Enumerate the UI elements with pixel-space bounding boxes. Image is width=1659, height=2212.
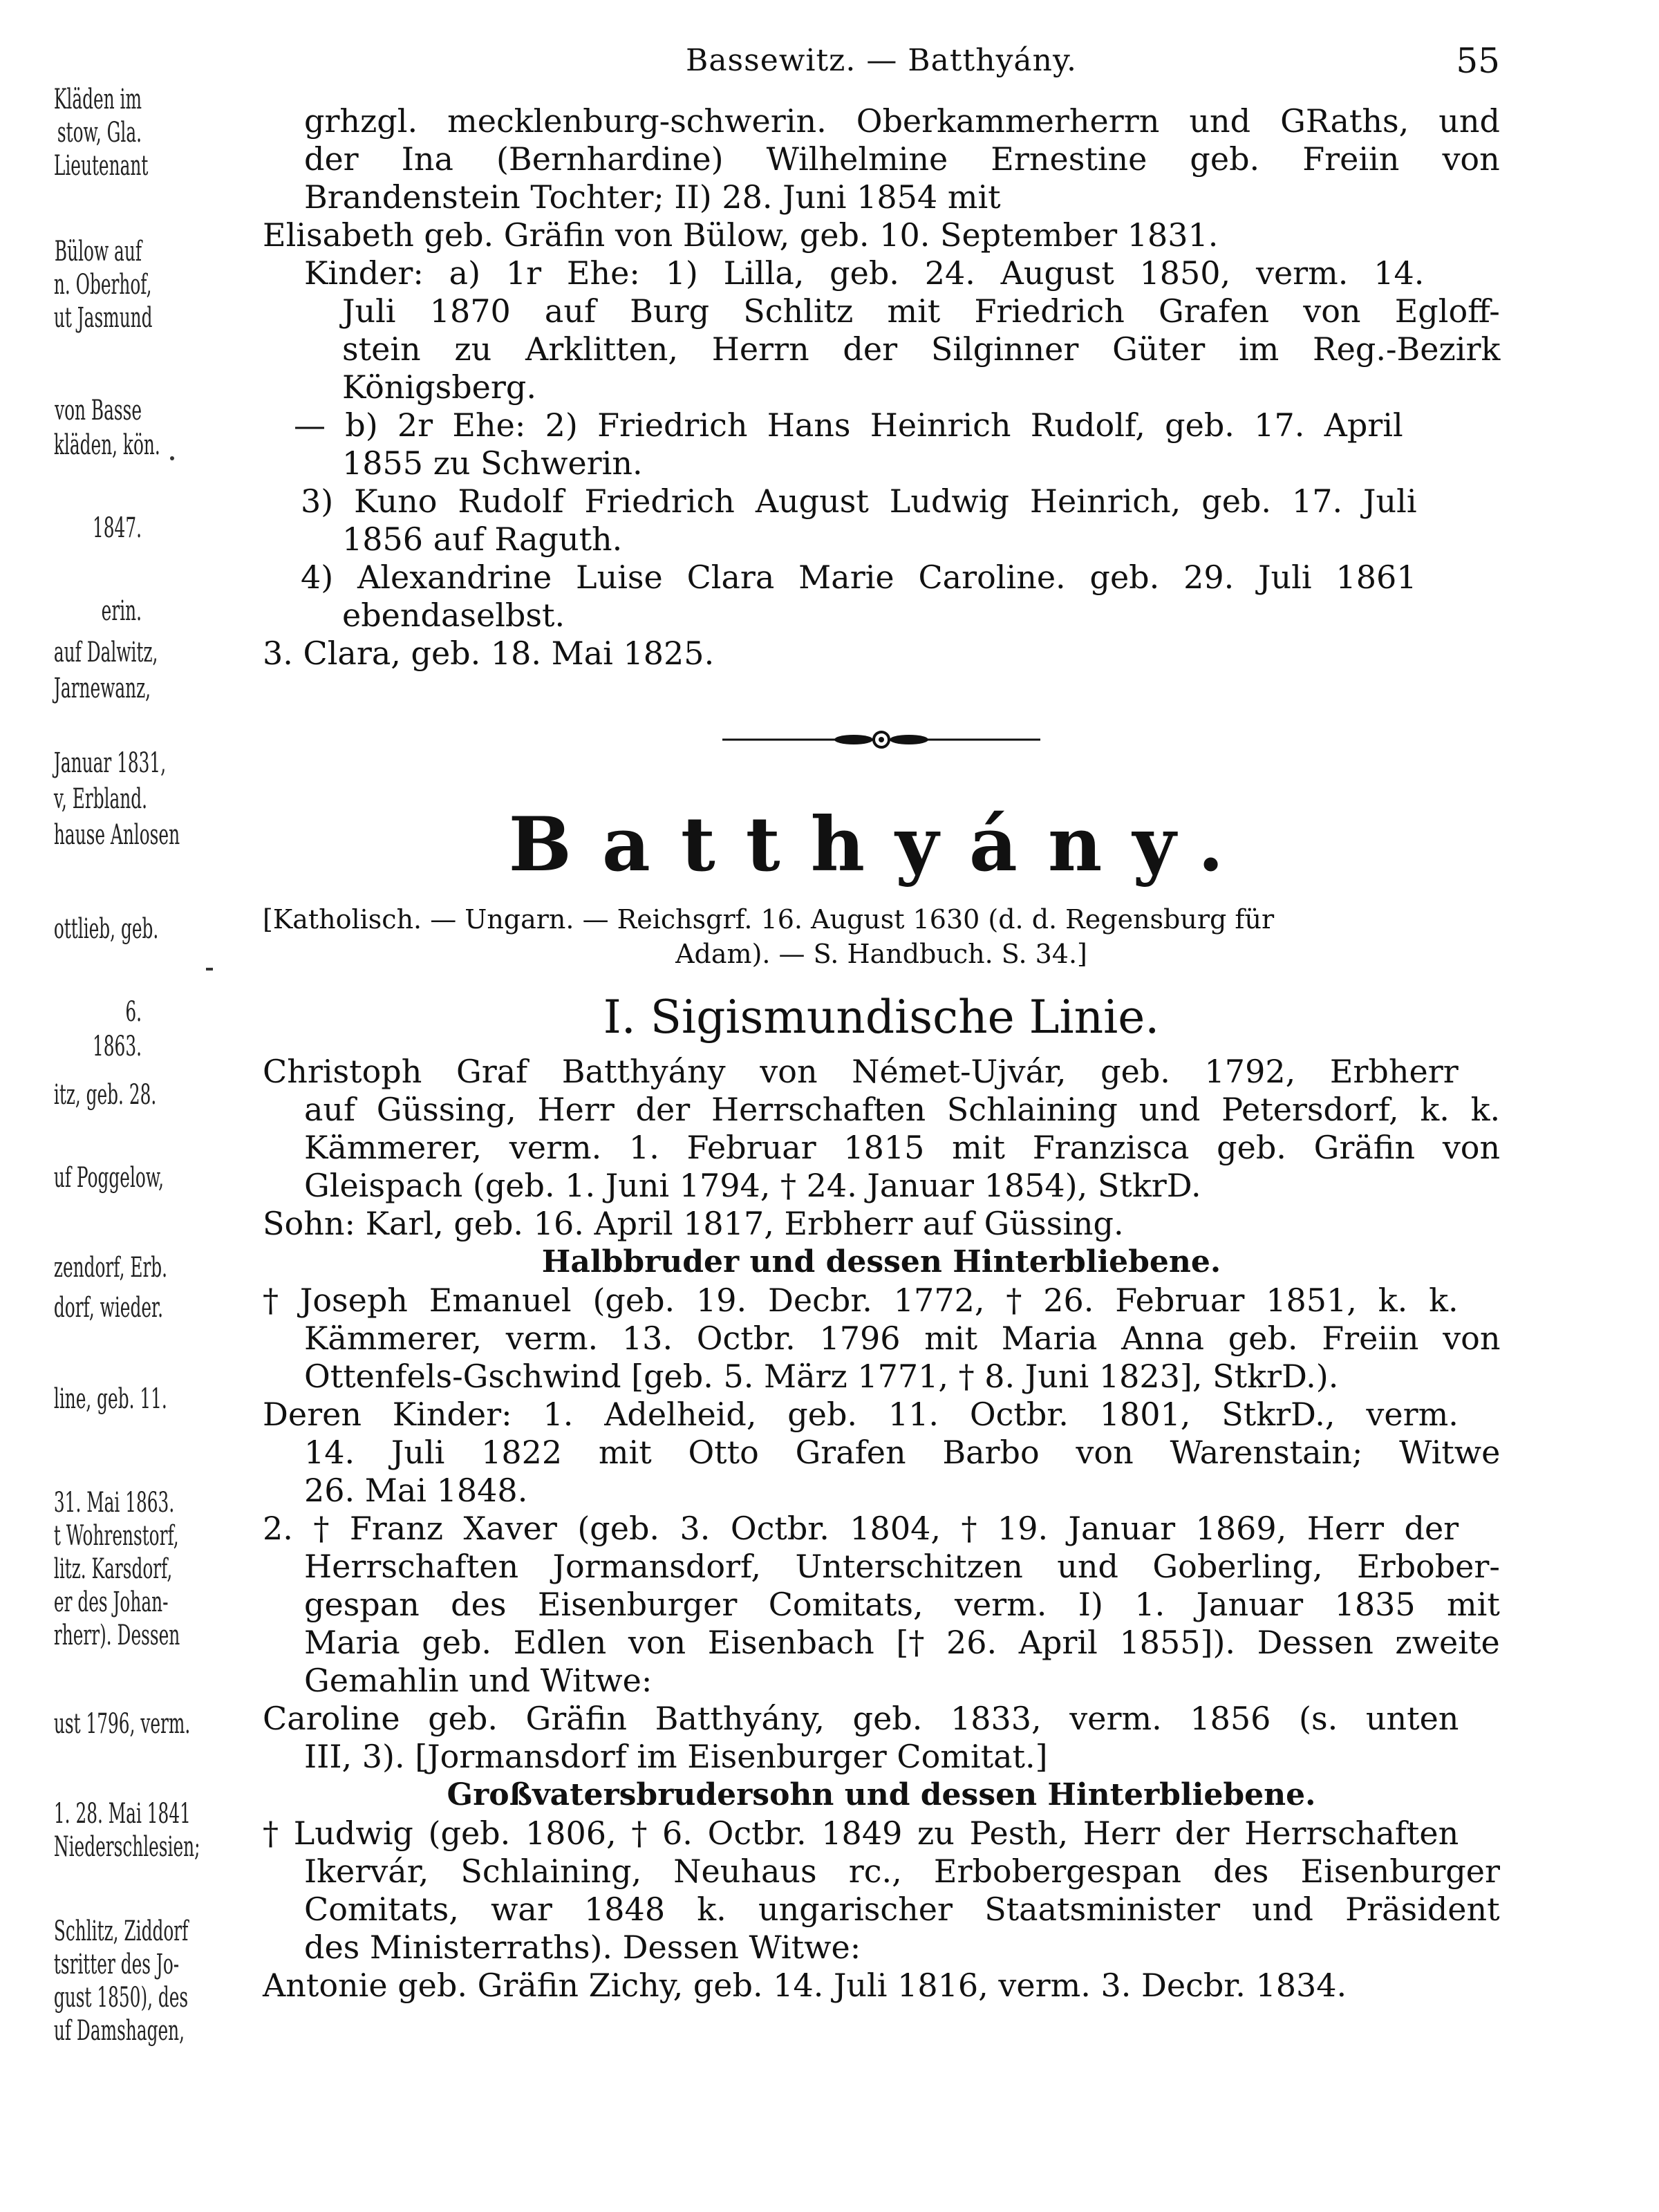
margin-fragment: von Basse (55, 395, 142, 427)
child-alexandrine (263, 559, 1500, 635)
bassewitz-continuation (263, 102, 1500, 216)
text-line: 4) Alexandrine Luise Clara Marie Caroline. geb. 29. Juli 1861 (301, 559, 1417, 596)
text-line: Kämmerer, verm. 13. Octbr. 1796 mit Maria Anna geb. Freiin von (304, 1320, 1501, 1357)
margin-fragment: litz. Karsdorf, (53, 1553, 173, 1585)
franz-entry (263, 1510, 1500, 1700)
text-line: Christoph Graf Batthyány von Német-Ujvár, geb. 1792, Erbherr (263, 1053, 1459, 1090)
text-line: III, 3). [Jormansdorf im Eisenburger Comitat.] (304, 1738, 1048, 1775)
page-content (263, 102, 1500, 2005)
margin-fragment: Jarnewanz, (53, 673, 151, 704)
text-line: Ikervár, Schlaining, Neuhaus rc., Erbobergespan des Eisenburger (304, 1853, 1500, 1890)
christoph-entry (263, 1053, 1500, 1205)
margin-fragment: 1. 28. Mai 1841 (53, 1798, 191, 1830)
antonie-entry (263, 1967, 1500, 2005)
margin-fragment: Schlitz, Ziddorf (53, 1915, 189, 1947)
margin-fragment: Niederschlesien; (53, 1831, 200, 1863)
margin-fragment: 1847. (93, 512, 142, 544)
deren-kinder-entry (263, 1396, 1500, 1510)
caroline-entry (263, 1700, 1500, 1776)
text-line: 1855 zu Schwerin. (342, 444, 643, 482)
family-title: Batthyány. (508, 801, 1255, 888)
margin-fragment: er des Johan- (53, 1586, 169, 1618)
sohn-entry (263, 1205, 1500, 1243)
text-line: Königsberg. (342, 368, 536, 406)
margin-fragment: Bülow auf (54, 236, 142, 268)
text-line: des Ministerraths). Dessen Witwe: (304, 1929, 861, 1966)
text-line: Herrschaften Jormansdorf, Unterschitzen und Goberling, Erbober- (304, 1548, 1500, 1585)
text-line: Gleispach (geb. 1. Juni 1794, † 24. Januar 1854), StkrD. (304, 1167, 1201, 1204)
text-line: † Ludwig (geb. 1806, † 6. Octbr. 1849 zu Pesth, Herr der Herrschaften (263, 1815, 1459, 1852)
text-line: der Ina (Bernhardine) Wilhelmine Ernestine geb. Freiin von (304, 140, 1500, 178)
text-line: Juli 1870 auf Burg Schlitz mit Friedrich Grafen von Egloff- (342, 292, 1500, 330)
margin-fragment: zendorf, Erb. (53, 1252, 168, 1284)
margin-fragment: v, Erbland. (53, 783, 148, 815)
text-line: Ottenfels-Gschwind [geb. 5. März 1771, † 8. Juni 1823], StkrD.). (304, 1358, 1339, 1395)
margin-fragment: hause Anlosen (53, 819, 180, 851)
text-line: ebendaselbst. (342, 597, 565, 634)
text-line: Antonie geb. Gräfin Zichy, geb. 14. Juli 1816, verm. 3. Decbr. 1834. (263, 1967, 1347, 2004)
text-line: Deren Kinder: 1. Adelheid, geb. 11. Octbr. 1801, StkrD., verm. (263, 1396, 1459, 1433)
margin-fragment: stow, Gla. (57, 117, 142, 149)
text-line: Gemahlin und Witwe: (304, 1662, 653, 1699)
running-head: Bassewitz. — Batthyány. (685, 43, 1078, 78)
subheading: Halbbruder und dessen Hinterbliebene. (541, 1244, 1221, 1280)
text-line: Elisabeth geb. Gräfin von Bülow, geb. 10. September 1831. (263, 216, 1219, 254)
text-line: Caroline geb. Gräfin Batthyány, geb. 1833, verm. 1856 (s. unten (263, 1700, 1459, 1737)
child-friedrich (263, 406, 1500, 482)
margin-fragment: Kläden im (53, 84, 142, 115)
margin-fragment: rherr). Dessen (53, 1620, 180, 1651)
text-line: Maria geb. Edlen von Eisenbach [† 26. April 1855]). Dessen zweite (304, 1624, 1500, 1661)
text-line: 14. Juli 1822 mit Otto Grafen Barbo von Warenstain; Witwe (304, 1434, 1501, 1471)
joseph-entry (263, 1282, 1500, 1396)
margin-fragment: ottlieb, geb. (53, 913, 159, 945)
text-line: gespan des Eisenburger Comitats, verm. I) 1. Januar 1835 mit (304, 1586, 1500, 1623)
text-line: Sohn: Karl, geb. 16. April 1817, Erbherr auf Güssing. (263, 1205, 1124, 1242)
text-line: grhzgl. mecklenburg-schwerin. Oberkammerherrn und GRaths, und (304, 102, 1500, 140)
clara-entry (263, 635, 1500, 673)
margin-fragment: n. Oberhof, (53, 269, 152, 301)
family-note (263, 902, 1500, 971)
margin-fragment: erin. (101, 595, 142, 627)
facing-page-margin (0, 83, 200, 2157)
page-number: 55 (1456, 41, 1500, 81)
text-line: 2. † Franz Xaver (geb. 3. Octbr. 1804, † 19. Januar 1869, Herr der (263, 1510, 1459, 1547)
stray-mark (206, 968, 213, 971)
margin-fragment: uf Damshagen, (53, 2015, 185, 2047)
margin-fragment: kläden, kön. (53, 429, 160, 461)
ornamental-divider (722, 729, 1040, 750)
margin-fragment: uf Poggelow, (53, 1162, 165, 1194)
text-line: 26. Mai 1848. (304, 1472, 528, 1509)
margin-fragment: auf Dalwitz, (53, 637, 158, 668)
margin-fragment: Januar 1831, (53, 747, 167, 779)
margin-fragment: ust 1796, verm. (53, 1708, 191, 1740)
text-line: auf Güssing, Herr der Herrschaften Schlaining und Petersdorf, k. k. (304, 1091, 1501, 1128)
margin-fragment: itz, geb. 28. (53, 1079, 157, 1111)
section-title: I. Sigismundische Linie. (603, 991, 1160, 1044)
text-line: 1856 auf Raguth. (342, 521, 623, 558)
text-line: stein zu Arklitten, Herrn der Silginner Güter im Reg.-Bezirk (342, 330, 1501, 368)
text-line: — b) 2r Ehe: 2) Friedrich Hans Heinrich Rudolf, geb. 17. April (294, 406, 1403, 444)
text-line: Adam). — S. Handbuch. S. 34.] (675, 939, 1087, 969)
ludwig-entry (263, 1815, 1500, 1967)
margin-fragment: gust 1850), des (53, 1982, 189, 2014)
child-kuno (263, 482, 1500, 559)
subheading: Großvatersbrudersohn und dessen Hinterbliebene. (447, 1777, 1316, 1812)
text-line: Kinder: a) 1r Ehe: 1) Lilla, geb. 24. August 1850, verm. 14. (304, 254, 1425, 292)
margin-fragment: t Wohrenstorf, (53, 1520, 179, 1552)
margin-fragment: Lieutenant (53, 150, 149, 182)
running-header (263, 40, 1500, 88)
margin-fragment: dorf, wieder. (53, 1292, 164, 1324)
margin-fragment: ut Jasmund (53, 302, 153, 334)
text-line: 3) Kuno Rudolf Friedrich August Ludwig Heinrich, geb. 17. Juli (301, 482, 1417, 520)
margin-fragment: line, geb. 11. (53, 1383, 167, 1415)
text-line: 3. Clara, geb. 18. Mai 1825. (263, 635, 715, 672)
elisabeth-entry (263, 216, 1500, 254)
text-line: † Joseph Emanuel (geb. 19. Decbr. 1772, † 26. Februar 1851, k. k. (263, 1282, 1459, 1319)
stray-mark (170, 456, 174, 460)
margin-fragment: 6. (125, 996, 142, 1028)
text-line: Comitats, war 1848 k. ungarischer Staatsminister und Präsident (304, 1891, 1500, 1928)
margin-fragment: 31. Mai 1863. (53, 1487, 175, 1519)
kinder-entry (263, 254, 1500, 406)
margin-fragment: tsritter des Jo- (53, 1949, 180, 1980)
text-line: Brandenstein Tochter; II) 28. Juni 1854 mit (304, 178, 1001, 216)
text-line: [Katholisch. — Ungarn. — Reichsgrf. 16. August 1630 (d. d. Regensburg für (263, 904, 1275, 935)
text-line: Kämmerer, verm. 1. Februar 1815 mit Franzisca geb. Gräfin von (304, 1129, 1501, 1166)
margin-fragment: 1863. (93, 1031, 142, 1062)
